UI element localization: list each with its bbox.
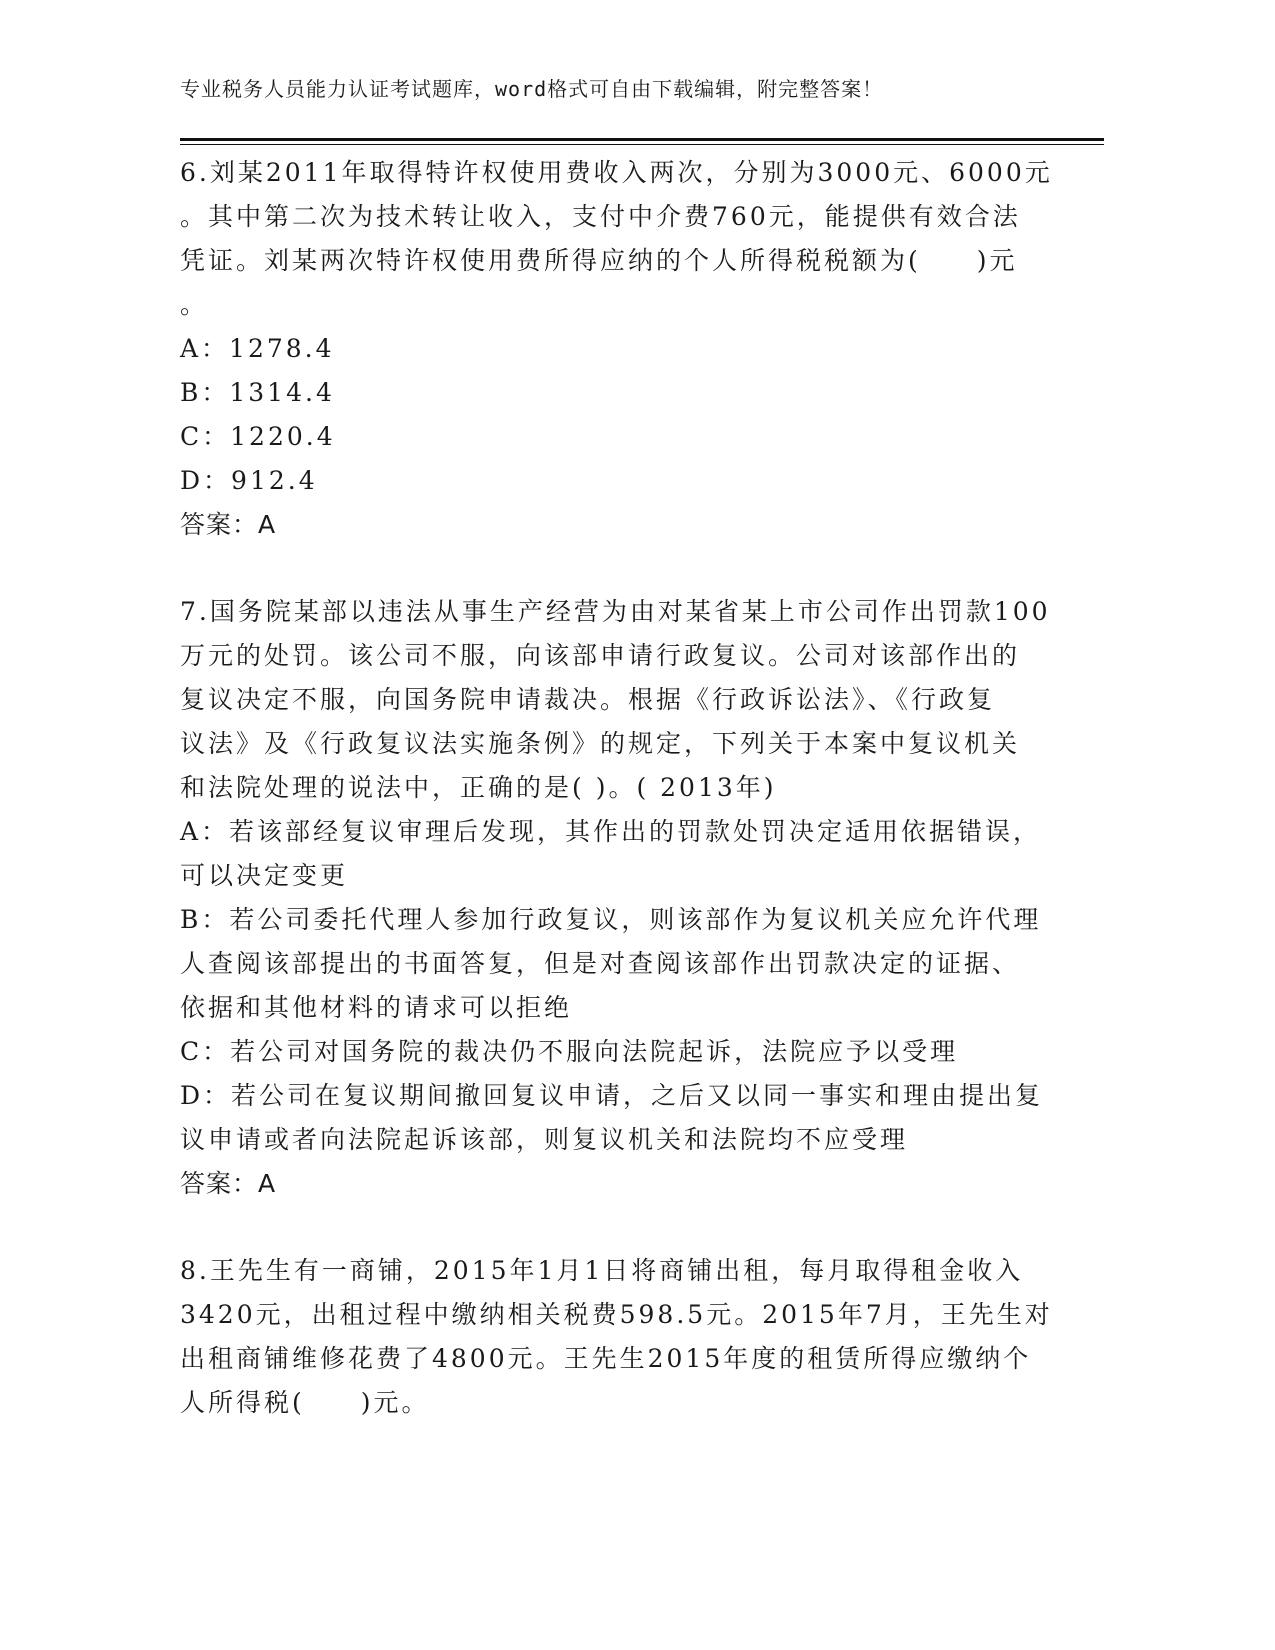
question-8-line-1: 8.王先生有一商铺，2015年1月1日将商铺出租，每月取得租金收入	[180, 1256, 1024, 1285]
question-7-option-d-line-2: 议申请或者向法院起诉该部，则复议机关和法院均不应受理	[180, 1125, 909, 1154]
question-7-option-b-line-1: B：若公司委托代理人参加行政复议，则该部作为复议机关应允许代理	[180, 905, 1042, 934]
question-7-option-b-line-2: 人查阅该部提出的书面答复，但是对查阅该部作出罚款决定的证据、	[180, 949, 1021, 978]
question-7-answer: 答案：A	[180, 1169, 277, 1198]
question-6-option-b: B：1314.4	[180, 378, 335, 407]
question-7-line-3: 复议决定不服，向国务院申请裁决。根据《行政诉讼法》、《行政复	[180, 685, 996, 714]
question-7-line-4: 议法》及《行政复议法实施条例》的规定，下列关于本案中复议机关	[180, 729, 1021, 758]
question-6-line-1: 6.刘某2011年取得特许权使用费收入两次，分别为3000元、6000元	[180, 158, 1053, 187]
question-6-line-3: 凭证。刘某两次特许权使用费所得应纳的个人所得税税额为( )元	[180, 246, 1018, 275]
header-rule-thick	[180, 138, 1104, 141]
question-6-answer: 答案：A	[180, 510, 277, 539]
question-7-line-2: 万元的处罚。该公司不服，向该部申请行政复议。公司对该部作出的	[180, 641, 1021, 670]
question-7-option-a-line-1: A：若该部经复议审理后发现，其作出的罚款处罚决定适用依据错误，	[180, 817, 1042, 846]
question-7-line-5: 和法院处理的说法中，正确的是( )。( 2013年)	[180, 773, 777, 802]
question-8-line-4: 人所得税( )元。	[180, 1388, 430, 1417]
question-8-line-2: 3420元，出租过程中缴纳相关税费598.5元。2015年7月，王先生对	[180, 1300, 1053, 1329]
question-6-line-4: 。	[180, 290, 209, 319]
question-6-option-d: D：912.4	[180, 466, 318, 495]
question-7-option-c: C：若公司对国务院的裁决仍不服向法院起诉，法院应予以受理	[180, 1037, 959, 1066]
header-rule-thin	[180, 144, 1104, 145]
question-6-line-2: 。其中第二次为技术转让收入，支付中介费760元，能提供有效合法	[180, 202, 1021, 231]
question-6-option-a: A：1278.4	[180, 334, 335, 363]
question-6-option-c: C：1220.4	[180, 422, 336, 451]
question-7-option-d-line-1: D：若公司在复议期间撤回复议申请，之后又以同一事实和理由提出复	[180, 1081, 1044, 1110]
question-7-option-b-line-3: 依据和其他材料的请求可以拒绝	[180, 993, 573, 1022]
question-7-line-1: 7.国务院某部以违法从事生产经营为由对某省某上市公司作出罚款100	[180, 597, 1051, 626]
page-header: 专业税务人员能力认证考试题库，word格式可自由下载编辑，附完整答案！	[180, 77, 884, 101]
question-8-line-3: 出租商铺维修花费了4800元。王先生2015年度的租赁所得应缴纳个	[180, 1344, 1032, 1373]
question-7-option-a-line-2: 可以决定变更	[180, 861, 349, 890]
